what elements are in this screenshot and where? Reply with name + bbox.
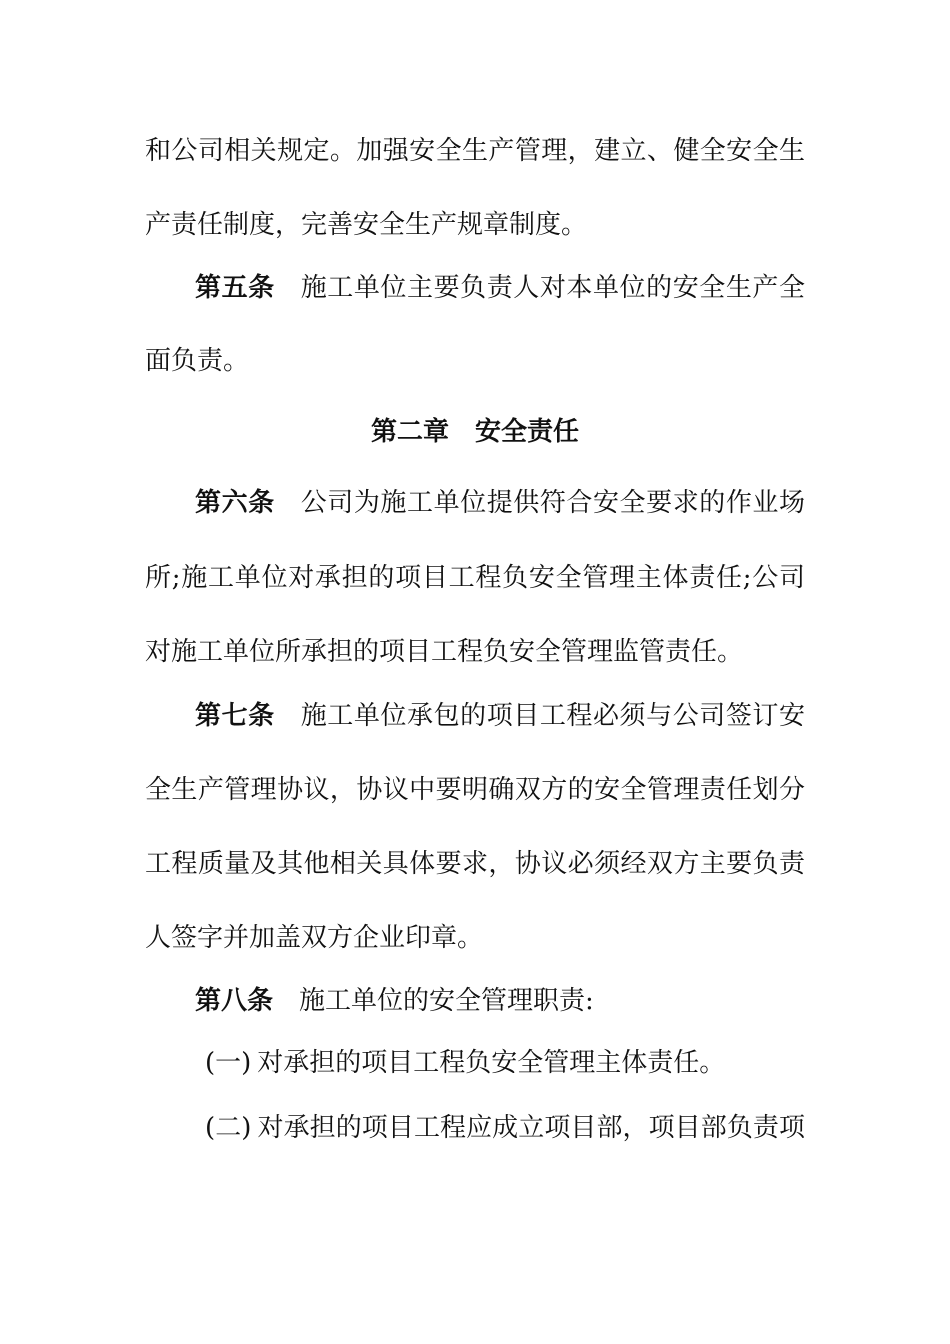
paragraph-line: 面负责。: [145, 346, 250, 376]
article-label: 第六条: [195, 488, 275, 518]
item-label: (二): [205, 1113, 252, 1143]
paragraph-line: 和公司相关规定。加强安全生产管理，建立、健全安全生: [145, 136, 805, 166]
article-8: [195, 983, 805, 1019]
chapter-number: 第二章: [370, 417, 449, 447]
paragraph-line: 所;施工单位对承担的项目工程负安全管理主体责任;公司: [145, 563, 805, 593]
list-item: [205, 1045, 805, 1081]
article-text: 公司为施工单位提供符合安全要求的作业场: [300, 488, 805, 518]
list-item: [205, 1110, 805, 1146]
paragraph-line: 工程质量及其他相关具体要求，协议必须经双方主要负责: [145, 849, 805, 879]
paragraph-line: 人签字并加盖双方企业印章。: [145, 923, 484, 953]
chapter-title: 安全责任: [475, 417, 580, 447]
item-text: 对承担的项目工程应成立项目部，项目部负责项: [257, 1113, 805, 1143]
article-5: [195, 270, 805, 306]
article-text: 施工单位承包的项目工程必须与公司签订安: [300, 701, 805, 731]
article-6: [195, 485, 805, 521]
chapter-heading: [0, 414, 950, 450]
article-label: 第八条: [195, 986, 274, 1016]
paragraph-line: 全生产管理协议，协议中要明确双方的安全管理责任划分: [145, 775, 805, 805]
article-text: 施工单位的安全管理职责:: [299, 986, 594, 1016]
article-label: 第七条: [195, 701, 275, 731]
article-7: [195, 698, 805, 734]
paragraph-line: 产责任制度，完善安全生产规章制度。: [145, 210, 588, 240]
item-text: 对承担的项目工程负安全管理主体责任。: [257, 1048, 726, 1078]
paragraph-line: 对施工单位所承担的项目工程负安全管理监管责任。: [145, 637, 744, 667]
article-text: 施工单位主要负责人对本单位的安全生产全: [300, 273, 805, 303]
article-label: 第五条: [195, 273, 275, 303]
item-label: (一): [205, 1048, 252, 1078]
